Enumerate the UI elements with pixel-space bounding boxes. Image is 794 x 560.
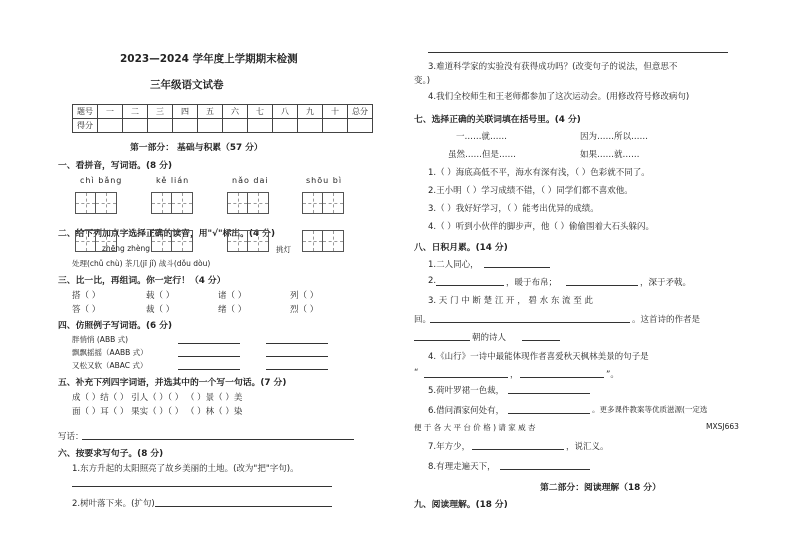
q3-row1-item2: 载（ ） — [146, 291, 175, 301]
q3-row2-item1: 答（ ） — [72, 305, 101, 315]
q8-line-3b[interactable] — [414, 340, 470, 341]
q1-title: 一、看拼音，写词语。(8 分) — [58, 161, 172, 171]
q9-title: 九、阅读理解。(18 分) — [414, 500, 508, 510]
q4-answer-line-1b[interactable] — [266, 343, 328, 344]
q6-title: 六、按要求写句子。(8 分) — [58, 449, 164, 459]
q2-line2: 处理(chǔ chù) 茶几(jī jǐ) 战斗(dǒu dòu) — [72, 259, 211, 268]
q5-title: 五、补充下列四字词语，并选其中的一个写一句话。(7 分) — [58, 378, 287, 388]
q8-line-2b[interactable] — [566, 285, 638, 286]
q6-sentence-4: 4.我们全校师生和王老师都参加了这次运动会。(用修改符号修改病句) — [428, 92, 690, 102]
q8-line-3[interactable] — [430, 322, 630, 323]
q8-line-4b[interactable] — [520, 377, 604, 378]
q8-item-2b: ，暖于布帛； — [506, 278, 558, 288]
q6-answer-line-2[interactable] — [155, 506, 332, 507]
q8-line-4a[interactable] — [424, 377, 508, 378]
q8-item-5: 5.荷叶罗裙一色裁， — [428, 386, 505, 396]
q4-answer-line-2b[interactable] — [266, 356, 328, 357]
q6-answer-line-1[interactable] — [72, 486, 332, 487]
q8-item-6b: 。更多课件教案等优质滋源(一定选 — [592, 405, 708, 414]
q3-row1-item4: 列（ ） — [290, 291, 319, 301]
score-table-header-7: 七 — [248, 105, 273, 119]
score-table-score-cell-4[interactable] — [173, 119, 198, 133]
q1-pinyin-2: kě lián — [156, 176, 190, 185]
q8-line-1[interactable] — [484, 267, 550, 268]
q8-item-7b: ，说汇义。 — [566, 442, 609, 452]
score-table-header-4: 四 — [173, 105, 198, 119]
q4-example-3: 又松又软（ABAC 式） — [72, 361, 148, 370]
q8-item-3c: 。这首诗的作者是 — [632, 315, 701, 325]
q7-item-4: 4.（ ）听到小伙伴的脚步声，他（ ）偷偷围着大石头躲闪。 — [428, 222, 655, 232]
q8-item-4: 4.《山行》一诗中最能体现作者喜爱秋天枫林美景的句子是 — [428, 352, 649, 362]
q2-title: 二、给下列加点字选择正确的读音，用"√"标出。(4 分) — [58, 229, 275, 239]
watermark-code: MXSJ663 — [706, 422, 739, 431]
q7-item-2: 2.王小明（ ）学习成绩不错，（ ）同学们都不喜欢他。 — [428, 186, 633, 196]
score-table-score-cell-11[interactable] — [348, 119, 373, 133]
q4-answer-line-2a[interactable] — [178, 356, 240, 357]
q7-conj-4: 如果……就…… — [580, 150, 640, 160]
q7-conj-3: 虽然……但是…… — [448, 150, 517, 160]
q4-answer-line-1a[interactable] — [178, 343, 240, 344]
q4-example-1: 胖悄悄 (ABB 式) — [72, 335, 129, 344]
q7-conj-2: 因为……所以…… — [580, 132, 649, 142]
q1-writing-grid-2[interactable] — [151, 192, 193, 214]
q6-sentence-1: 1.东方升起的太阳照亮了故乡美丽的土地。(改为"把"字句)。 — [72, 464, 299, 474]
score-table-header-3: 三 — [148, 105, 173, 119]
exam-subtitle: 三年级语文试卷 — [150, 79, 224, 91]
q4-title: 四、仿照例子写词语。(6 分) — [58, 321, 172, 331]
score-table-score-cell-7[interactable] — [248, 119, 273, 133]
q4-answer-line-3b[interactable] — [266, 369, 328, 370]
q8-item-4b: “ — [414, 368, 419, 378]
q2-overlap-grid-4 — [302, 230, 344, 252]
q6-sentence-3-cont: 变。) — [414, 76, 431, 86]
q5-write-label: 写话： — [58, 432, 84, 442]
q6-sentence-3: 3.难道科学家的实验没有获得成功吗？(改变句子的说法，但意思不 — [428, 62, 678, 72]
score-table-header-5: 五 — [198, 105, 223, 119]
score-table-header-11: 总分 — [348, 105, 373, 119]
score-table-header-2: 二 — [123, 105, 148, 119]
q8-item-6: 6.借问酒家何处有， — [428, 406, 505, 416]
q8-line-2a[interactable] — [436, 285, 504, 286]
score-table-row-label: 得分 — [73, 119, 98, 133]
exam-title: 2023—2024 学年度上学期期末检测 — [120, 53, 298, 65]
q8-item-2a: 2. — [428, 276, 437, 286]
q2-overlap-grid-3 — [227, 230, 269, 252]
q3-row1-item1: 搭（ ） — [72, 291, 101, 301]
q1-writing-grid-3[interactable] — [227, 192, 269, 214]
q5-row1: 成（ ）结（ ） 引人（ ）（ ） （ ）景（ ）美 — [72, 393, 243, 403]
q8-line-8[interactable] — [500, 469, 590, 470]
q8-item-7a: 7.年方少， — [428, 442, 471, 452]
q1-pinyin-3: nǎo dai — [232, 176, 269, 185]
q8-line-5[interactable] — [508, 393, 590, 394]
q8-item-4d: ”。 — [606, 370, 619, 380]
score-table-score-cell-8[interactable] — [273, 119, 298, 133]
score-table-score-cell-2[interactable] — [123, 119, 148, 133]
part1-title: 第一部分： 基础与积累（57 分） — [130, 143, 263, 153]
q5-row2: 面（ ）耳（ ） 果实（ ）（ ） （ ）林（ ）染 — [72, 407, 243, 417]
part2-title: 第二部分：阅读理解（18 分） — [540, 483, 661, 493]
score-table-header-1: 一 — [98, 105, 123, 119]
score-table-score-cell-6[interactable] — [223, 119, 248, 133]
q7-item-1: 1.（ ）海底高低不平，海水有深有浅，（ ）色彩就不同了。 — [428, 168, 650, 178]
q8-item-3b: 回。 — [414, 315, 432, 325]
q8-line-7[interactable] — [472, 449, 564, 450]
q1-writing-grid-1[interactable] — [75, 192, 117, 214]
q3-row2-item4: 烈（ ） — [290, 305, 319, 315]
q2-chuan-label: 挑灯 — [276, 245, 291, 254]
q8-item-8: 8.有理走遍天下， — [428, 462, 496, 472]
q3-row2-item3: 绪（ ） — [218, 305, 247, 315]
q2-overlap-grid-2 — [151, 230, 193, 252]
q4-answer-line-3a[interactable] — [178, 369, 240, 370]
q8-item-1: 1.二人同心， — [428, 260, 479, 270]
score-table — [72, 104, 373, 133]
right-top-answer-line[interactable] — [428, 52, 728, 53]
q8-item-3d: 朝的诗人 — [472, 333, 507, 343]
q8-item-2c: ，深于矛戟。 — [640, 278, 692, 288]
q8-title: 八、日积月累。(14 分) — [414, 243, 508, 253]
q8-line-6[interactable] — [508, 413, 590, 414]
score-table-header-10: 十 — [323, 105, 348, 119]
q8-line-3c[interactable] — [522, 340, 560, 341]
q4-example-2: 飘飘摇摇（AABB 式） — [72, 348, 148, 357]
score-table-header-8: 八 — [273, 105, 298, 119]
score-table-score-row — [73, 119, 373, 133]
q7-conj-1: 一……就…… — [456, 132, 508, 142]
score-table-score-cell-1[interactable] — [98, 119, 123, 133]
q3-row1-item3: 诸（ ） — [218, 291, 247, 301]
q8-item-3: 3. 天 门 中 断 楚 江 开 ， 碧 水 东 流 至 此 — [428, 296, 593, 306]
score-table-header-6: 六 — [223, 105, 248, 119]
score-table-header-9: 九 — [298, 105, 323, 119]
q5-write-line[interactable] — [82, 439, 354, 440]
q1-writing-grid-4[interactable] — [302, 192, 344, 214]
q7-item-3: 3.（ ）我好好学习，（ ）能考出优异的成绩。 — [428, 204, 599, 214]
q1-pinyin-1: chì bǎng — [80, 176, 123, 185]
score-table-score-cell-10[interactable] — [323, 119, 348, 133]
score-table-header-0: 题号 — [73, 105, 98, 119]
score-table-score-cell-9[interactable] — [298, 119, 323, 133]
q7-title: 七、选择正确的关联词填在括号里。(4 分) — [414, 115, 581, 125]
q1-pinyin-4: shōu bì — [306, 176, 343, 185]
q3-row2-item2: 裁（ ） — [146, 305, 175, 315]
q8-item-6c: 便 于 各 大 平 台 价 格 ) 请 家 威 杏 — [414, 423, 536, 432]
q2-line1: zhēng zhèng — [102, 244, 151, 253]
q3-title: 三、比一比，再组词。你一定行！（4 分） — [58, 276, 226, 286]
score-table-score-cell-3[interactable] — [148, 119, 173, 133]
score-table-score-cell-5[interactable] — [198, 119, 223, 133]
q6-sentence-2: 2.树叶落下来。(扩句) — [72, 499, 155, 509]
q8-item-4c: ， — [510, 370, 519, 380]
score-table-header-row — [73, 105, 373, 119]
